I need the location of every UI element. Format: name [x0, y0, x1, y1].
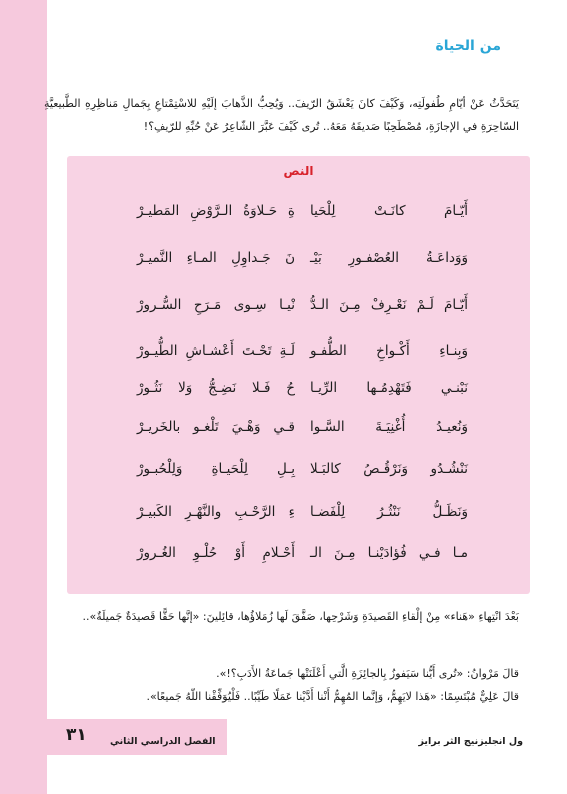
poem-heading: النص — [283, 164, 314, 178]
verse-second-hemistich: نَ جَـداوِلِ المـاءِ النَّميـرْ — [137, 250, 295, 266]
poem-verse — [67, 380, 530, 404]
verse-second-hemistich: أَحْـلامِ أَوْ حُلْـوِ الغُـرورْ — [137, 545, 295, 561]
verse-second-hemistich: قـي وَهْـيَ تَلْغـو بالخَريـرْ — [137, 419, 295, 435]
verse-first-hemistich: نَنْشُـدُو وَنَرْقُـصُ كالبَـلا — [310, 461, 468, 477]
poem-verse — [67, 545, 530, 569]
verse-second-hemistich: بِـلِ لِلْحَيـاةِ وَلِلْحُبـورْ — [137, 461, 295, 477]
verse-second-hemistich: حُ فَـلا نَضِـجُّ وَلا نَثُـورْ — [137, 380, 295, 396]
poem-verse — [67, 461, 530, 485]
verse-first-hemistich: وَوَداعَـةُ العُصْفـورِ بَيْـ — [310, 250, 468, 266]
poem-verse — [67, 504, 530, 528]
page-number: ٣١ — [66, 725, 87, 745]
verse-second-hemistich: ةِ حَـلاوَةُ الـرَّوْضِ المَطيـرْ — [137, 203, 295, 219]
poem-verse — [67, 203, 530, 227]
verse-first-hemistich: أَيّـامَ لَـمْ نَعْـرِفْ مِـنَ الـدُّ — [310, 297, 468, 313]
narrative-paragraph: بَعْدَ انْتِهاءِ «هَناء» مِنْ إلْقاءِ القَصيدَةِ وَشَرْحِها، صَفَّقَ لَها زُمَلاؤُها، قائِلينَ: «إنَّها حَقًّا قَصيدَةٌ جَميلَةٌ».. — [82, 610, 519, 623]
publisher-label: ول انجليزنيج الثر برايز — [418, 736, 523, 747]
semester-label: الفصل الدراسي الثاني — [110, 736, 216, 747]
verse-first-hemistich: وَنُعيـدُ أُغْنِيَـةَ السَّـوا — [310, 419, 468, 435]
verse-first-hemistich: مـا فـي فُؤادَيْنـا مِـنَ الـ — [310, 545, 468, 561]
ali-quote: قالَ عَلِيٌّ مُبْتَسِمًا: «هَذا لايَهِمُّ، وَإنَّما المُهِمُّ أَنْنا أَدَّيْنا عَمَلًا طَيِّبًا.. فَلْيُوَفِّقْنا اللّهُ جَميعًا». — [146, 690, 519, 703]
verse-second-hemistich: ءِ الرَّحْـبِ والنَّهْـرِ الكَبيـرْ — [137, 504, 295, 520]
marwan-quote: قالَ مَرْوانُ: «تُرى أَيُّنا سَيَفوزُ بِالجائِزَةِ الَّتي أَعْلَنَتْها جَماعَةُ الأَدَبِ؟!». — [216, 667, 519, 680]
poem-box — [67, 156, 530, 594]
verse-first-hemistich: وَنَظَـلُّ نَنْثُـرُ لِلْفَضـا — [310, 504, 468, 520]
verse-first-hemistich: وَبِنـاءِ أَكْـواخِ الطُّفـو — [310, 343, 468, 359]
page-side-band — [0, 0, 47, 794]
intro-paragraph: يَتَحَدَّثُ عَنْ أيّامِ طُفولَتِه، وَكَيْفَ كانَ يَعْشَقُ الرّيفَ.. وَيُحِبُّ الذَّهابَ إلَيْهِ للاسْتِمْتاعِ بِجَمالِ مَناظِرِهِ الطَّبيعيَّةِ السّاحِرَةِ في الإجازَةِ، مُصْطَحِبًا صَديقَهُ مَعَهُ.. تُرى كَيْفَ عَبَّرَ الشّاعِرُ عَنْ حُبِّهِ للرّيفِ؟! — [44, 97, 519, 133]
verse-first-hemistich: أَيّـامَ كانَـتْ لِلْحَيا — [310, 203, 468, 219]
verse-second-hemistich: نْيـا سِـوى مَـرَحِ السُّـرورْ — [137, 297, 295, 313]
poem-verse — [67, 419, 530, 443]
poem-verse — [67, 250, 530, 274]
verse-second-hemistich: لَـةِ تَحْـتَ أَعْشـاشِ الطُّيـورْ — [137, 343, 295, 359]
verse-first-hemistich: نَبْنـي فَتَهْدِمُـها الرِّيـا — [310, 380, 468, 396]
poem-verse — [67, 297, 530, 321]
section-title: من الحياة — [435, 38, 501, 54]
poem-verse — [67, 343, 530, 367]
